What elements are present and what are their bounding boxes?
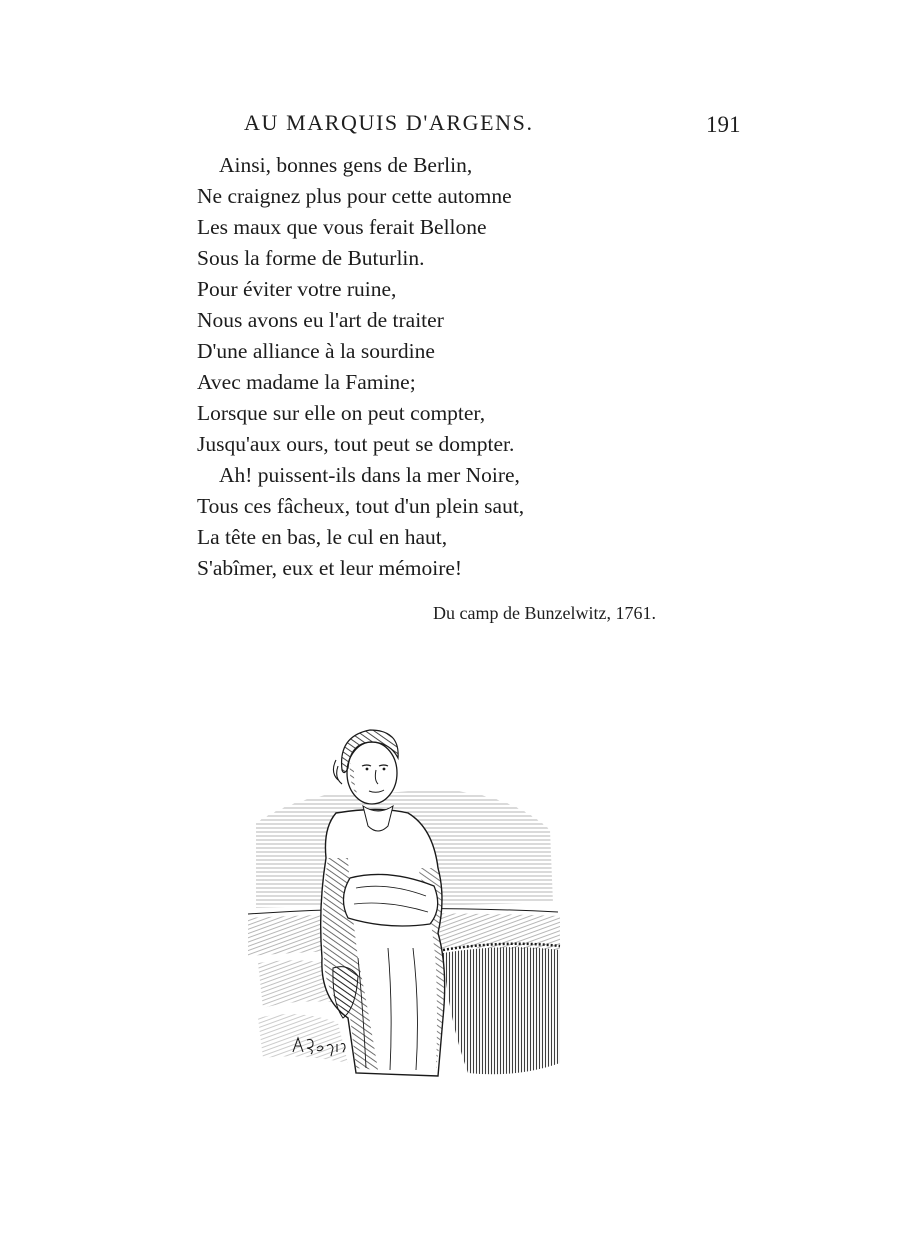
foreground-ground <box>258 1014 348 1063</box>
army-camp <box>443 947 560 1074</box>
engraving-illustration <box>238 718 568 1083</box>
figure-head <box>347 742 397 804</box>
poem-line: Nous avons eu l'art de traiter <box>197 308 444 332</box>
poem-line: S'abîmer, eux et leur mémoire! <box>197 556 463 580</box>
running-head: AU MARQUIS D'ARGENS. <box>244 110 534 135</box>
poem <box>197 150 717 584</box>
page-number: 191 <box>706 112 741 137</box>
poem-line: Jusqu'aux ours, tout peut se dompter. <box>197 432 515 456</box>
folded-arms <box>343 874 437 926</box>
dateline: Du camp de Bunzelwitz, 1761. <box>433 603 656 623</box>
poem-line: Les maux que vous ferait Bellone <box>197 215 487 239</box>
poem-line: Pour éviter votre ruine, <box>197 277 397 301</box>
engraving-svg <box>238 718 568 1083</box>
poem-line: Ah! puissent-ils dans la mer Noire, <box>219 463 520 487</box>
poem-line: D'une alliance à la sourdine <box>197 339 435 363</box>
poem-line: La tête en bas, le cul en haut, <box>197 525 448 549</box>
poem-line: Lorsque sur elle on peut compter, <box>197 401 486 425</box>
poem-line: Ainsi, bonnes gens de Berlin, <box>219 153 473 177</box>
poem-line: Ne craignez plus pour cette automne <box>197 184 512 208</box>
poem-line: Avec madame la Famine; <box>197 370 416 394</box>
poem-line: Tous ces fâcheux, tout d'un plein saut, <box>197 494 525 518</box>
poem-line: Sous la forme de Buturlin. <box>197 246 425 270</box>
